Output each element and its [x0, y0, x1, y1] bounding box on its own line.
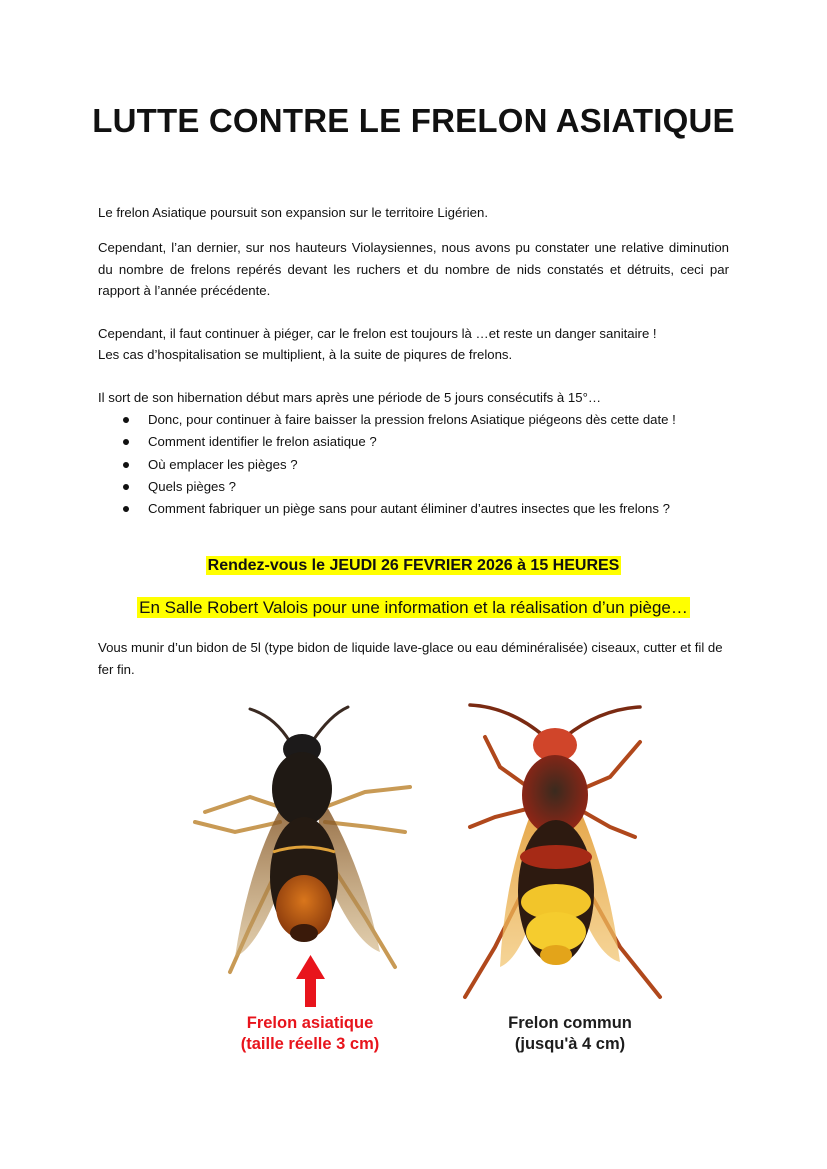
location-text: En Salle Robert Valois pour une information et la réalisation d’un piège…	[139, 598, 688, 617]
intro-paragraph: Le frelon Asiatique poursuit son expansion sur le territoire Ligérien.	[98, 205, 488, 220]
common-hornet-icon	[465, 705, 660, 997]
bullet-icon	[123, 462, 129, 468]
page-title: LUTTE CONTRE LE FRELON ASIATIQUE	[92, 102, 735, 139]
location-line	[0, 598, 827, 618]
list-item: Comment identifier le frelon asiatique ?	[98, 431, 729, 453]
common-hornet-caption: Frelon commun (jusqu'à 4 cm)	[508, 1014, 632, 1053]
warning-line-2: Les cas d’hospitalisation se multiplient, à la suite de piqures de frelons.	[98, 347, 513, 362]
bullet-icon	[123, 506, 129, 512]
materials-paragraph: Vous munir d’un bidon de 5l (type bidon de liquide lave-glace ou eau déminéralisée) ciseaux, cutter et fil de fer fin.	[98, 640, 723, 677]
list-item: Où emplacer les pièges ?	[98, 454, 729, 476]
list-item: Quels pièges ?	[98, 476, 729, 498]
bullet-icon	[123, 417, 129, 423]
asian-hornet-caption: Frelon asiatique (taille réelle 3 cm)	[240, 1014, 380, 1053]
questions-list	[98, 409, 729, 520]
up-arrow-icon	[296, 955, 325, 1007]
hornets-illustration	[180, 697, 680, 1067]
bullet-icon	[123, 484, 129, 490]
rendezvous-line	[0, 557, 827, 575]
observation-paragraph: Cependant, l’an dernier, sur nos hauteurs Violaysiennes, nous avons pu constater une relative diminution du nombre de frelons repérés devant les ruchers et du nombre de nids constatés et détruits, ceci par rapport à l’année précédente.	[98, 240, 729, 298]
rendezvous-text: Rendez-vous le JEUDI 26 FEVRIER 2026 à 15 HEURES	[207, 557, 620, 574]
list-item: Donc, pour continuer à faire baisser la pression frelons Asiatique piégeons dès cette date !	[98, 409, 729, 431]
warning-line-1: Cependant, il faut continuer à piéger, car le frelon est toujours là …et reste un danger sanitaire !	[98, 326, 657, 341]
bullet-icon	[123, 439, 129, 445]
hornet-comparison-image	[180, 697, 680, 1067]
hibernation-paragraph: Il sort de son hibernation début mars après une période de 5 jours consécutifs à 15°…	[98, 390, 602, 405]
asian-hornet-icon	[195, 707, 410, 972]
list-item: Comment fabriquer un piège sans pour autant éliminer d’autres insectes que les frelons ?	[98, 498, 729, 520]
